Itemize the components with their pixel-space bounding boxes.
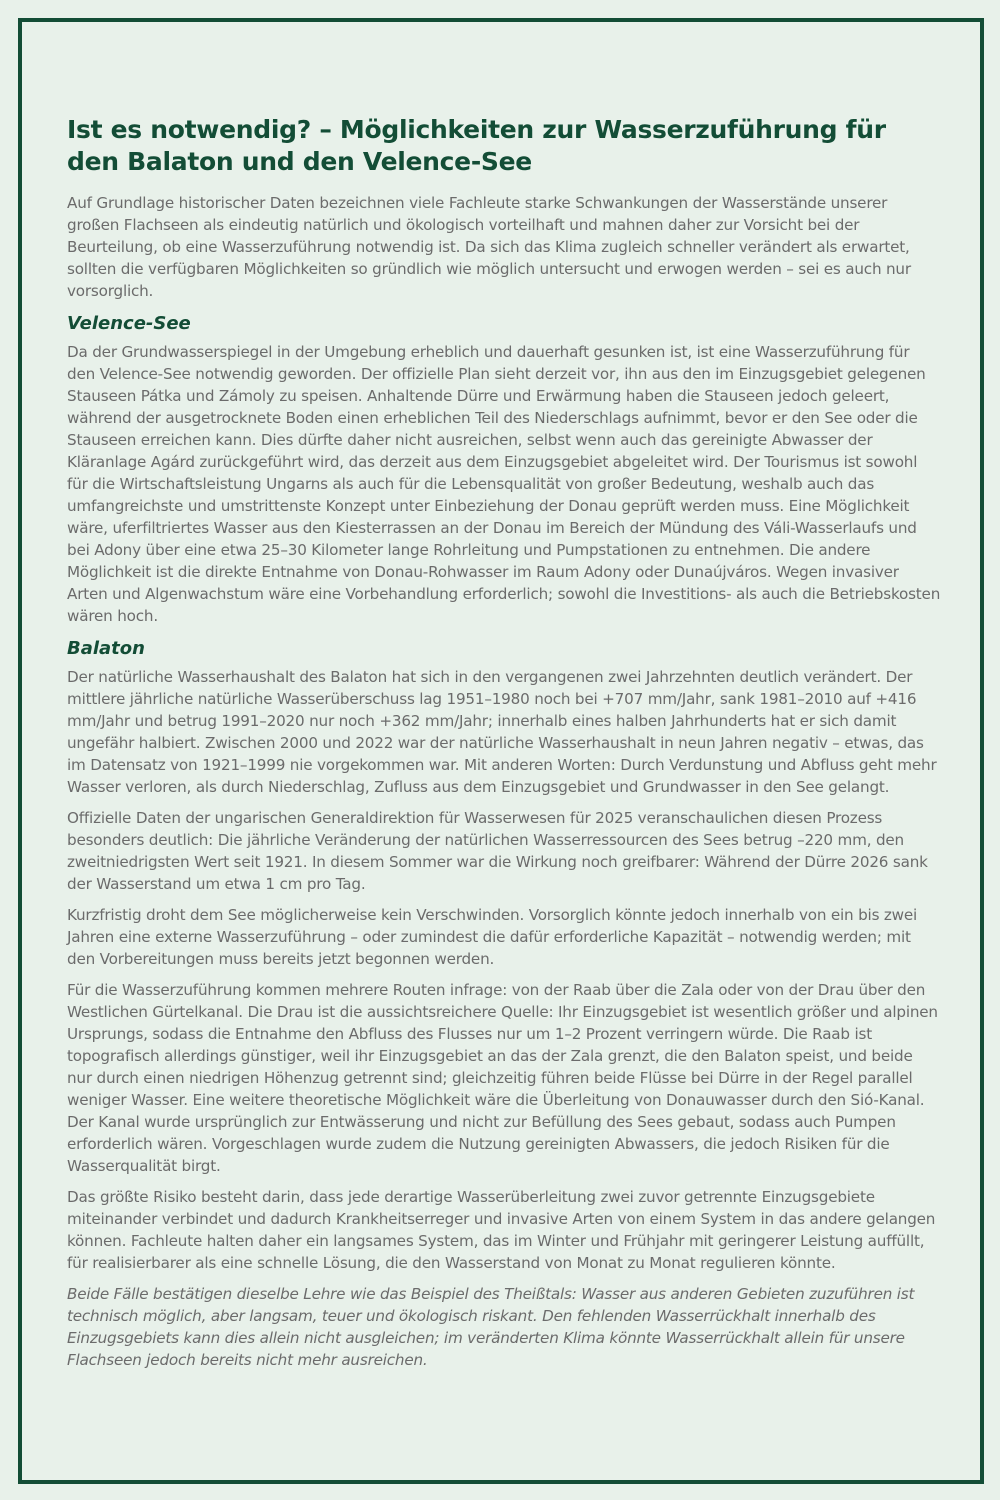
balaton-paragraph-1: Der natürliche Wasserhaushalt des Balaton hat sich in den vergangenen zwei Jahrzehnten deutlich verändert. Der mittlere jährliche natürliche Wasserüberschuss lag 1951–1980 noch bei +707 mm/Jahr, sank 1981–2010 auf +416 mm/Jahr und betrug 1991–2020 nur noch +362 mm/Jahr; innerhalb eines halben Jahrhunderts hat er sich damit ungefähr halbiert. Zwischen 2000 und 2022 war der natürliche Wasserhaushalt in neun Jahren negativ – etwas, das im Datensatz von 1921–1999 nie vorgekommen war. Mit anderen Worten: Durch Verdunstung und Abfluss geht mehr Wasser verloren, als durch Niederschlag, Zufluss aus dem Einzugsgebiet und Grundwasser in den See gelangt. [67, 668, 937, 796]
conclusion-paragraph: Beide Fälle bestätigen dieselbe Lehre wie das Beispiel des Theißtals: Wasser aus anderen Gebieten zuzuführen ist technisch möglich, aber langsam, teuer und ökologisch riskant. Den fehlenden Wasserrückhalt innerhalb des Einzugsgebiets kann dies allein nicht ausgleichen; im veränderten Klima könnte Wasserrückhalt allein für unsere Flachseen jedoch bereits nicht mehr ausreichen. [67, 1285, 915, 1369]
balaton-paragraph-2: Offizielle Daten der ungarischen Generaldirektion für Wasserwesen für 2025 veranschaulichen diesen Prozess besonders deutlich: Die jährliche Veränderung der natürlichen Wasserressourcen des Sees betrug –220 mm, den zweitniedrigsten Wert seit 1921. In diesem Sommer war die Wirkung noch greifbarer: Während der Dürre 2026 sank der Wasserstand um etwa 1 cm pro Tag. [67, 809, 928, 893]
balaton-paragraph-4: Für die Wasserzuführung kommen mehrere Routen infrage: von der Raab über die Zala oder von der Drau über den Westlichen Gürtelkanal. Die Drau ist die aussichtsreichere Quelle: Ihr Einzugsgebiet ist wesentlich größer und alpinen Ursprungs, sodass die Entnahme den Abfluss des Flusses nur um 1–2 Prozent verringern würde. Die Raab ist topografisch allerdings günstiger, weil ihr Einzugsgebiet an das der Zala grenzt, die den Balaton speist, und beide nur durch einen niedrigen Höhenzug getrennt sind; gleichzeitig führen beide Flüsse bei Dürre in der Regel parallel weniger Wasser. Eine weitere theoretische Möglichkeit wäre die Überleitung von Donauwasser durch den Sió-Kanal. Der Kanal wurde ursprünglich zur Entwässerung und nicht zur Befüllung des Sees gebaut, sodass auch Pumpen erforderlich wären. Vorgeschlagen wurde zudem die Nutzung gereinigten Abwassers, die jedoch Risiken für die Wasserqualität birgt. [67, 981, 938, 1175]
balaton-paragraph-3: Kurzfristig droht dem See möglicherweise kein Verschwinden. Vorsorglich könnte jedoch innerhalb von ein bis zwei Jahren eine externe Wasserzuführung – oder zumindest die dafür erforderliche Kapazität – notwendig werden; mit den Vorbereitungen muss bereits jetzt begonnen werden. [67, 906, 918, 968]
page-frame [18, 18, 984, 1484]
balaton-heading: Balaton [67, 638, 145, 659]
velence-heading: Velence-See [67, 313, 191, 334]
velence-paragraph: Da der Grundwasserspiegel in der Umgebung erheblich und dauerhaft gesunken ist, ist eine Wasserzuführung für den Velence-See notwendig geworden. Der offizielle Plan sieht derzeit vor, ihn aus den im Einzugsgebiet gelegenen Stauseen Pátka und Zámoly zu speisen. Anhaltende Dürre und Erwärmung haben die Stauseen jedoch geleert, während der ausgetrocknete Boden einen erheblichen Teil des Niederschlags aufnimmt, bevor er den See oder die Stauseen erreichen kann. Dies dürfte daher nicht ausreichen, selbst wenn auch das gereinigte Abwasser der Kläranlage Agárd zurückgeführt wird, das derzeit aus dem Einzugsgebiet abgeleitet wird. Der Tourismus ist sowohl für die Wirtschaftsleistung Ungarns als auch für die Lebensqualität von großer Bedeutung, weshalb auch das umfangreichste und umstrittenste Konzept unter Einbeziehung der Donau geprüft werden muss. Eine Möglichkeit wäre, uferfiltriertes Wasser aus den Kiesterrassen an der Donau im Bereich der Mündung des Váli-Wasserlaufs und bei Adony über eine etwa 25–30 Kilometer lange Rohrleitung und Pumpstationen zu entnehmen. Die andere Möglichkeit ist die direkte Entnahme von Donau-Rohwasser im Raum Adony oder Dunaújváros. Wegen invasiver Arten und Algenwachstum wäre eine Vorbehandlung erforderlich; sowohl die Investitions- als auch die Betriebskosten wären hoch. [67, 343, 941, 625]
intro-paragraph: Auf Grundlage historischer Daten bezeichnen viele Fachleute starke Schwankungen der Wasserstände unserer großen Flachseen als eindeutig natürlich und ökologisch vorteilhaft und mahnen daher zur Vorsicht bei der Beurteilung, ob eine Wasserzuführung notwendig ist. Da sich das Klima zugleich schneller verändert als erwartet, sollten die verfügbaren Möglichkeiten so gründlich wie möglich untersucht und erwogen werden – sei es auch nur vorsorglich. [67, 194, 911, 300]
article-title: Ist es notwendig? – Möglichkeiten zur Wasserzuführung für den Balaton und den Velence-See [67, 115, 886, 176]
article [67, 114, 941, 1380]
balaton-paragraph-5: Das größte Risiko besteht darin, dass jede derartige Wasserüberleitung zwei zuvor getrennte Einzugsgebiete miteinander verbindet und dadurch Krankheitserreger und invasive Arten von einem System in das andere gelangen können. Fachleute halten daher ein langsames System, das im Winter und Frühjahr mit geringerer Leistung auffüllt, für realisierbarer als eine schnelle Lösung, die den Wasserstand von Monat zu Monat regulieren könnte. [67, 1188, 936, 1272]
